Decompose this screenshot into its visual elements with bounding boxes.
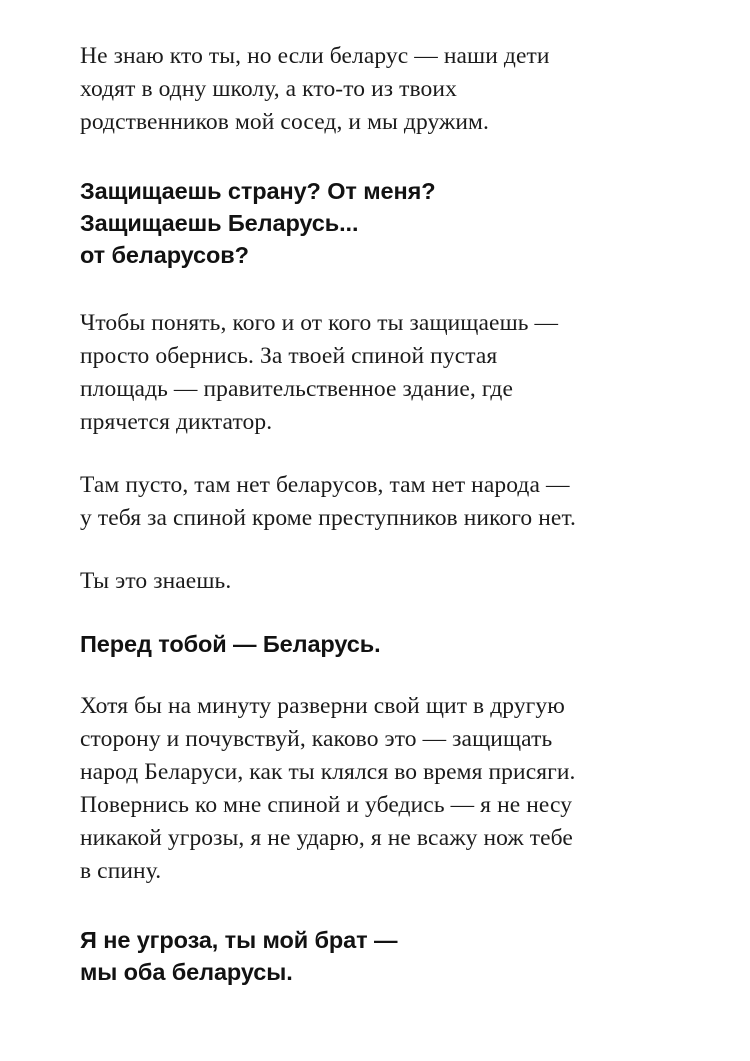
heading-line: Я не угроза, ты мой брат —: [80, 927, 398, 953]
text-line: Повернись ко мне спиной и убедись — я не несу: [80, 792, 573, 818]
text-line: Ты это знаешь.: [80, 568, 232, 594]
text-line: сторону и почувствуй, каково это — защищать: [80, 726, 553, 752]
heading-not-a-threat: [80, 924, 695, 988]
text-line: Чтобы понять, кого и от кого ты защищаешь —: [80, 310, 559, 336]
paragraph-empty-square: [80, 469, 695, 535]
heading-line: Защищаешь страну? От меня?: [80, 178, 436, 204]
heading-line: Защищаешь Беларусь...: [80, 210, 359, 236]
spacer: [80, 271, 695, 307]
text-line: народ Беларуси, как ты клялся во время присяги.: [80, 759, 576, 785]
text-line: Не знаю кто ты, но если беларус — наши дети: [80, 43, 550, 69]
heading-line: мы оба беларусы.: [80, 959, 293, 985]
text-line: площадь — правительственное здание, где: [80, 376, 513, 402]
text-line: в спину.: [80, 858, 162, 884]
text-line: никакой угрозы, я не ударю, я не всажу нож тебе: [80, 825, 573, 851]
text-line: у тебя за спиной кроме преступников никого нет.: [80, 505, 577, 531]
spacer: [80, 535, 695, 565]
paragraph-turn-around: [80, 307, 695, 439]
heading-defend-country: [80, 175, 695, 271]
heading-line: от беларусов?: [80, 242, 249, 268]
paragraph-intro: [80, 40, 695, 139]
spacer: [80, 660, 695, 690]
heading-before-you-belarus: [80, 628, 695, 660]
text-line: Хотя бы на минуту разверни свой щит в другую: [80, 693, 565, 719]
spacer: [80, 598, 695, 628]
paragraph-turn-shield: [80, 690, 695, 888]
spacer: [80, 139, 695, 175]
heading-line: Перед тобой — Беларусь.: [80, 631, 381, 657]
text-line: Там пусто, там нет беларусов, там нет народа —: [80, 472, 570, 498]
text-line: родственников мой сосед, и мы дружим.: [80, 109, 490, 135]
text-line: прячется диктатор.: [80, 409, 273, 435]
spacer: [80, 888, 695, 924]
spacer: [80, 439, 695, 469]
text-line: ходят в одну школу, а кто-то из твоих: [80, 76, 457, 102]
paragraph-you-know: [80, 565, 695, 598]
text-line: просто обернись. За твоей спиной пустая: [80, 343, 498, 369]
